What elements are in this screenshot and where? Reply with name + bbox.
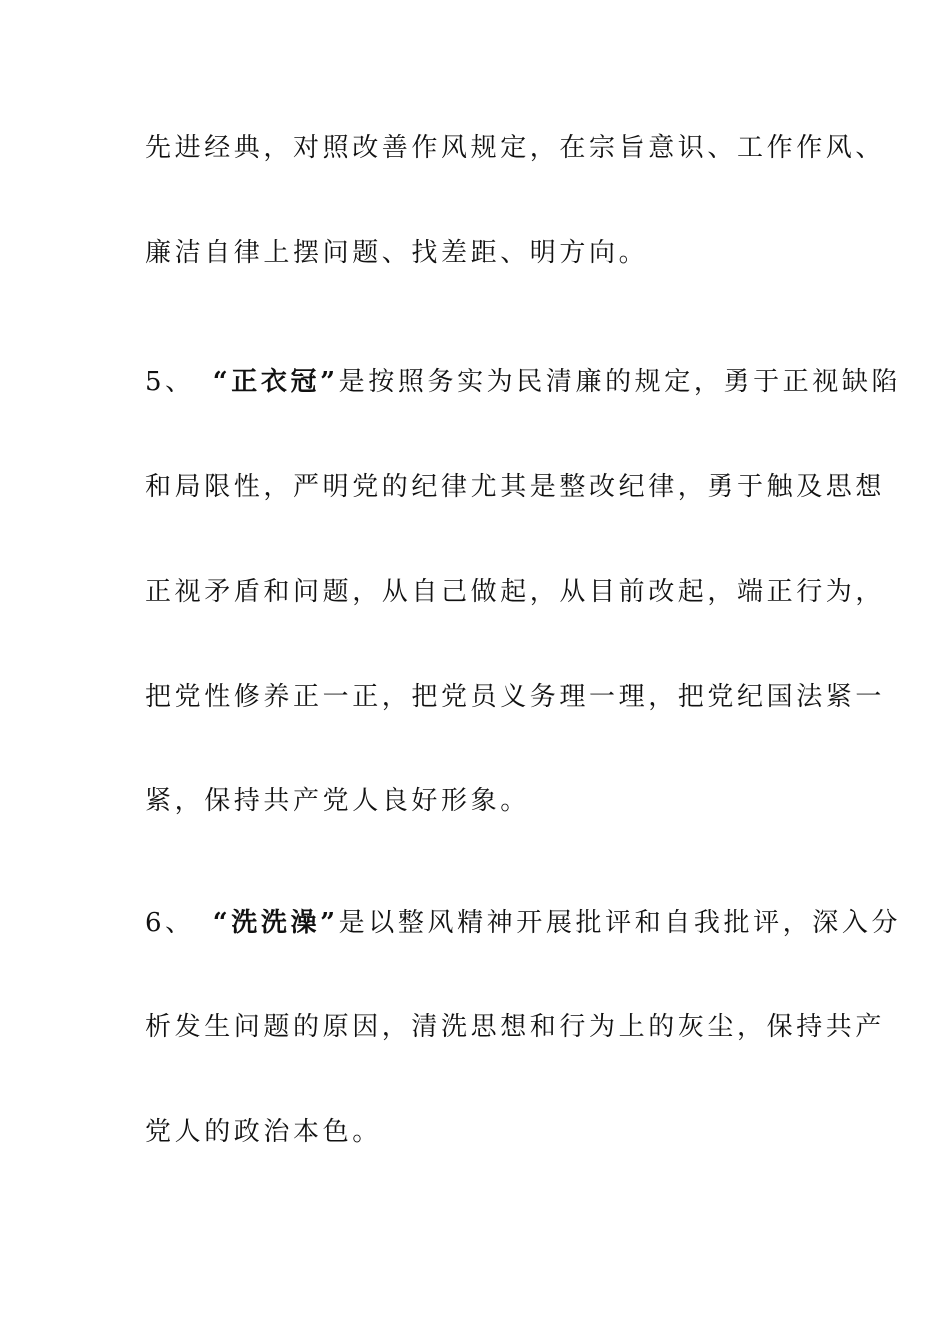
item-5-first-line xyxy=(145,362,902,402)
body-text-line: 把党性修养正一正，把党员义务理一理，把党纪国法紧一 xyxy=(145,682,886,712)
item-6-text: 是以整风精神开展批评和自我批评，深入分 xyxy=(338,908,902,938)
body-text-line: 先进经典，对照改善作风规定，在宗旨意识、工作作风、 xyxy=(145,133,886,163)
body-text-line: 廉洁自律上摆问题、找差距、明方向。 xyxy=(145,238,649,268)
item-5-text: 是按照务实为民清廉的规定，勇于正视缺陷 xyxy=(338,367,902,397)
body-text-line: 析发生问题的原因，清洗思想和行为上的灰尘，保持共产 xyxy=(145,1012,886,1042)
body-text-line: 紧，保持共产党人良好形象。 xyxy=(145,786,530,816)
item-6-title: “洗洗澡” xyxy=(212,908,339,938)
body-text-line: 和局限性，严明党的纪律尤其是整改纪律，勇于触及思想 xyxy=(145,472,886,502)
body-text-line: 党人的政治本色。 xyxy=(145,1117,382,1147)
item-6-first-line xyxy=(145,903,902,943)
item-6-number: 6、 xyxy=(145,908,195,938)
body-text-line: 正视矛盾和问题，从自己做起，从目前改起，端正行为， xyxy=(145,577,886,607)
item-5-title: “正衣冠” xyxy=(212,367,339,397)
item-5-number: 5、 xyxy=(145,367,195,397)
